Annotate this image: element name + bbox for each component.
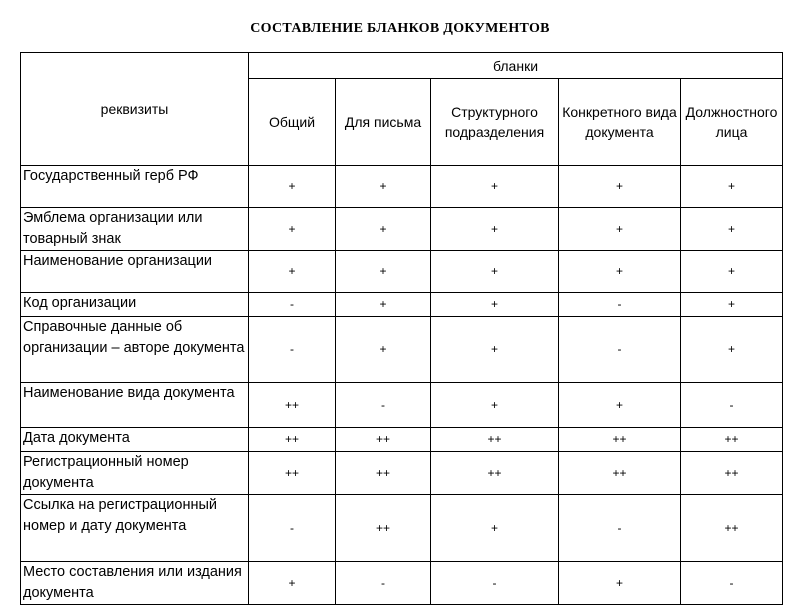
cell-value: + xyxy=(431,495,559,562)
cell-value: ++ xyxy=(681,495,783,562)
cell-value: - xyxy=(559,317,681,383)
cell-value: + xyxy=(336,317,431,383)
cell-value: + xyxy=(559,383,681,428)
cell-value: - xyxy=(249,317,336,383)
cell-value: + xyxy=(431,383,559,428)
table-row xyxy=(21,166,783,208)
cell-value: + xyxy=(249,251,336,293)
row-label: Дата документа xyxy=(21,428,249,452)
header-blanki: бланки xyxy=(249,53,783,79)
column-header: Структурного подразделения xyxy=(431,79,559,166)
row-label: Регистрационный номер документа xyxy=(21,452,249,495)
cell-value: - xyxy=(681,562,783,605)
cell-value: ++ xyxy=(336,495,431,562)
cell-value: ++ xyxy=(431,452,559,495)
table-row xyxy=(21,383,783,428)
cell-value: + xyxy=(681,293,783,317)
column-header: Конкретного вида документа xyxy=(559,79,681,166)
cell-value: + xyxy=(336,208,431,251)
cell-value: + xyxy=(431,317,559,383)
cell-value: ++ xyxy=(681,452,783,495)
cell-value: + xyxy=(431,208,559,251)
cell-value: ++ xyxy=(249,383,336,428)
cell-value: + xyxy=(559,251,681,293)
row-label: Эмблема организации или товарный знак xyxy=(21,208,249,251)
cell-value: - xyxy=(681,383,783,428)
cell-value: - xyxy=(559,293,681,317)
cell-value: ++ xyxy=(336,428,431,452)
cell-value: - xyxy=(249,495,336,562)
table-row xyxy=(21,293,783,317)
row-label: Справочные данные об организации – авторе документа xyxy=(21,317,249,383)
cell-value: ++ xyxy=(249,428,336,452)
cell-value: - xyxy=(249,293,336,317)
cell-value: + xyxy=(249,166,336,208)
cell-value: + xyxy=(249,562,336,605)
table-row xyxy=(21,428,783,452)
cell-value: ++ xyxy=(431,428,559,452)
cell-value: + xyxy=(336,166,431,208)
cell-value: + xyxy=(249,208,336,251)
cell-value: + xyxy=(559,166,681,208)
table-row xyxy=(21,562,783,605)
cell-value: - xyxy=(431,562,559,605)
column-header: Для письма xyxy=(336,79,431,166)
row-label: Место составления или издания документа xyxy=(21,562,249,605)
cell-value: ++ xyxy=(681,428,783,452)
cell-value: ++ xyxy=(559,452,681,495)
cell-value: + xyxy=(336,293,431,317)
cell-value: - xyxy=(559,495,681,562)
cell-value: ++ xyxy=(336,452,431,495)
column-header: Общий xyxy=(249,79,336,166)
cell-value: + xyxy=(431,251,559,293)
cell-value: ++ xyxy=(559,428,681,452)
row-label: Ссылка на регистрационный номер и дату документа xyxy=(21,495,249,562)
cell-value: - xyxy=(336,562,431,605)
cell-value: + xyxy=(336,251,431,293)
column-header: Должностного лица xyxy=(681,79,783,166)
blanks-table xyxy=(20,52,783,605)
cell-value: + xyxy=(559,562,681,605)
cell-value: ++ xyxy=(249,452,336,495)
cell-value: + xyxy=(681,208,783,251)
header-rekvizity: реквизиты xyxy=(21,53,249,166)
table-row xyxy=(21,208,783,251)
cell-value: - xyxy=(336,383,431,428)
table-row xyxy=(21,251,783,293)
cell-value: + xyxy=(681,251,783,293)
row-label: Наименование вида документа xyxy=(21,383,249,428)
page-title: СОСТАВЛЕНИЕ БЛАНКОВ ДОКУМЕНТОВ xyxy=(250,21,550,36)
cell-value: + xyxy=(431,293,559,317)
table-row xyxy=(21,452,783,495)
table-row xyxy=(21,317,783,383)
row-label: Код организации xyxy=(21,293,249,317)
cell-value: + xyxy=(431,166,559,208)
table-row xyxy=(21,495,783,562)
cell-value: + xyxy=(559,208,681,251)
cell-value: + xyxy=(681,317,783,383)
cell-value: + xyxy=(681,166,783,208)
row-label: Наименование организации xyxy=(21,251,249,293)
row-label: Государственный герб РФ xyxy=(21,166,249,208)
